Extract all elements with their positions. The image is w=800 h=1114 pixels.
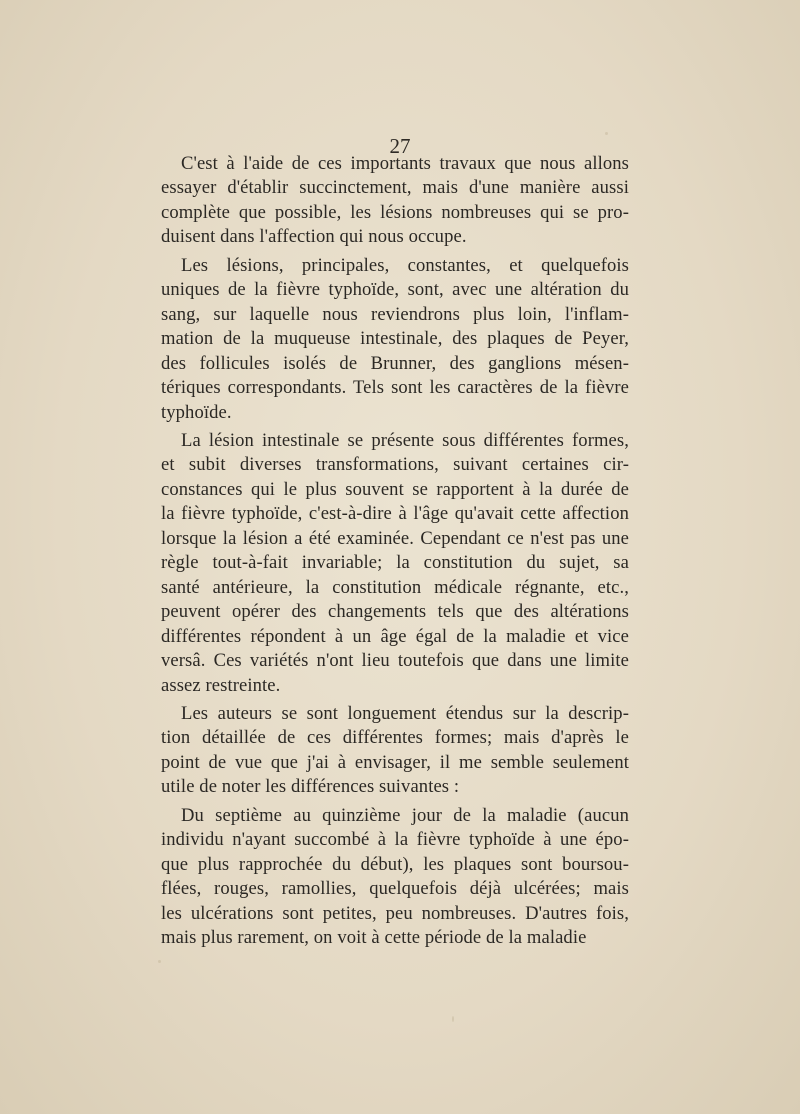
text-line: les ulcérations sont petites, peu nombreuses. D'autres fois, [161,902,629,924]
text-line: utile de noter les différences suivantes : [161,776,460,798]
text-line: assez restreinte. [161,674,281,696]
text-line: que plus rapprochée du début), les plaques sont boursou- [161,853,629,875]
text-line: typhoïde. [161,401,232,423]
text-line: constances qui le plus souvent se rapportent à la durée de [161,478,629,500]
body-text [161,152,629,955]
paragraph [161,152,629,250]
text-line: complète que possible, les lésions nombreuses qui se pro- [161,201,629,223]
paragraph [161,804,629,951]
page-number: 27 [389,134,411,158]
text-line: santé antérieure, la constitution médicale régnante, etc., [161,576,629,598]
paper-spot [158,960,161,963]
text-line: la fièvre typhoïde, c'est-à-dire à l'âge qu'avait cette affection [161,503,629,525]
text-line: point de vue que j'ai à envisager, il me semble seulement [161,751,629,773]
text-line: peuvent opérer des changements tels que des altérations [161,601,629,623]
text-line: La lésion intestinale se présente sous différentes formes, [181,429,629,451]
paragraph [161,429,629,698]
text-line: Du septième au quinzième jour de la maladie (aucun [181,804,629,826]
text-line: individu n'ayant succombé à la fièvre typhoïde à une épo- [161,829,629,851]
text-line: lorsque la lésion a été examinée. Cependant ce n'est pas une [161,527,629,549]
paragraph [161,254,629,425]
text-line: Les auteurs se sont longuement étendus sur la descrip- [181,702,629,724]
text-line: mais plus rarement, on voit à cette période de la maladie [161,927,587,949]
text-line: flées, rouges, ramollies, quelquefois déjà ulcérées; mais [161,878,629,900]
text-line: règle tout-à-fait invariable; la constitution du sujet, sa [161,552,629,574]
text-line: différentes répondent à un âge égal de la maladie et vice [161,625,629,647]
text-line: tériques correspondants. Tels sont les caractères de la fièvre [161,377,629,399]
text-line: uniques de la fièvre typhoïde, sont, avec une altération du [161,279,629,301]
text-line: essayer d'établir succinctement, mais d'une manière aussi [161,177,629,199]
text-line: sang, sur laquelle nous reviendrons plus loin, l'inflam- [161,303,629,325]
text-line: duisent dans l'affection qui nous occupe. [161,226,467,248]
text-line: C'est à l'aide de ces importants travaux que nous allons [181,153,629,174]
text-line: et subit diverses transformations, suivant certaines cir- [161,454,629,476]
text-line: versâ. Ces variétés n'ont lieu toutefois que dans une limite [161,650,629,672]
text-line: Les lésions, principales, constantes, et quelquefois [181,254,629,276]
text-line: des follicules isolés de Brunner, des ganglions mésen- [161,352,629,374]
text-line: tion détaillée de ces différentes formes; mais d'après le [161,727,629,749]
paragraph [161,702,629,800]
text-line: mation de la muqueuse intestinale, des plaques de Peyer, [161,328,629,350]
paper-spot [452,1016,454,1022]
